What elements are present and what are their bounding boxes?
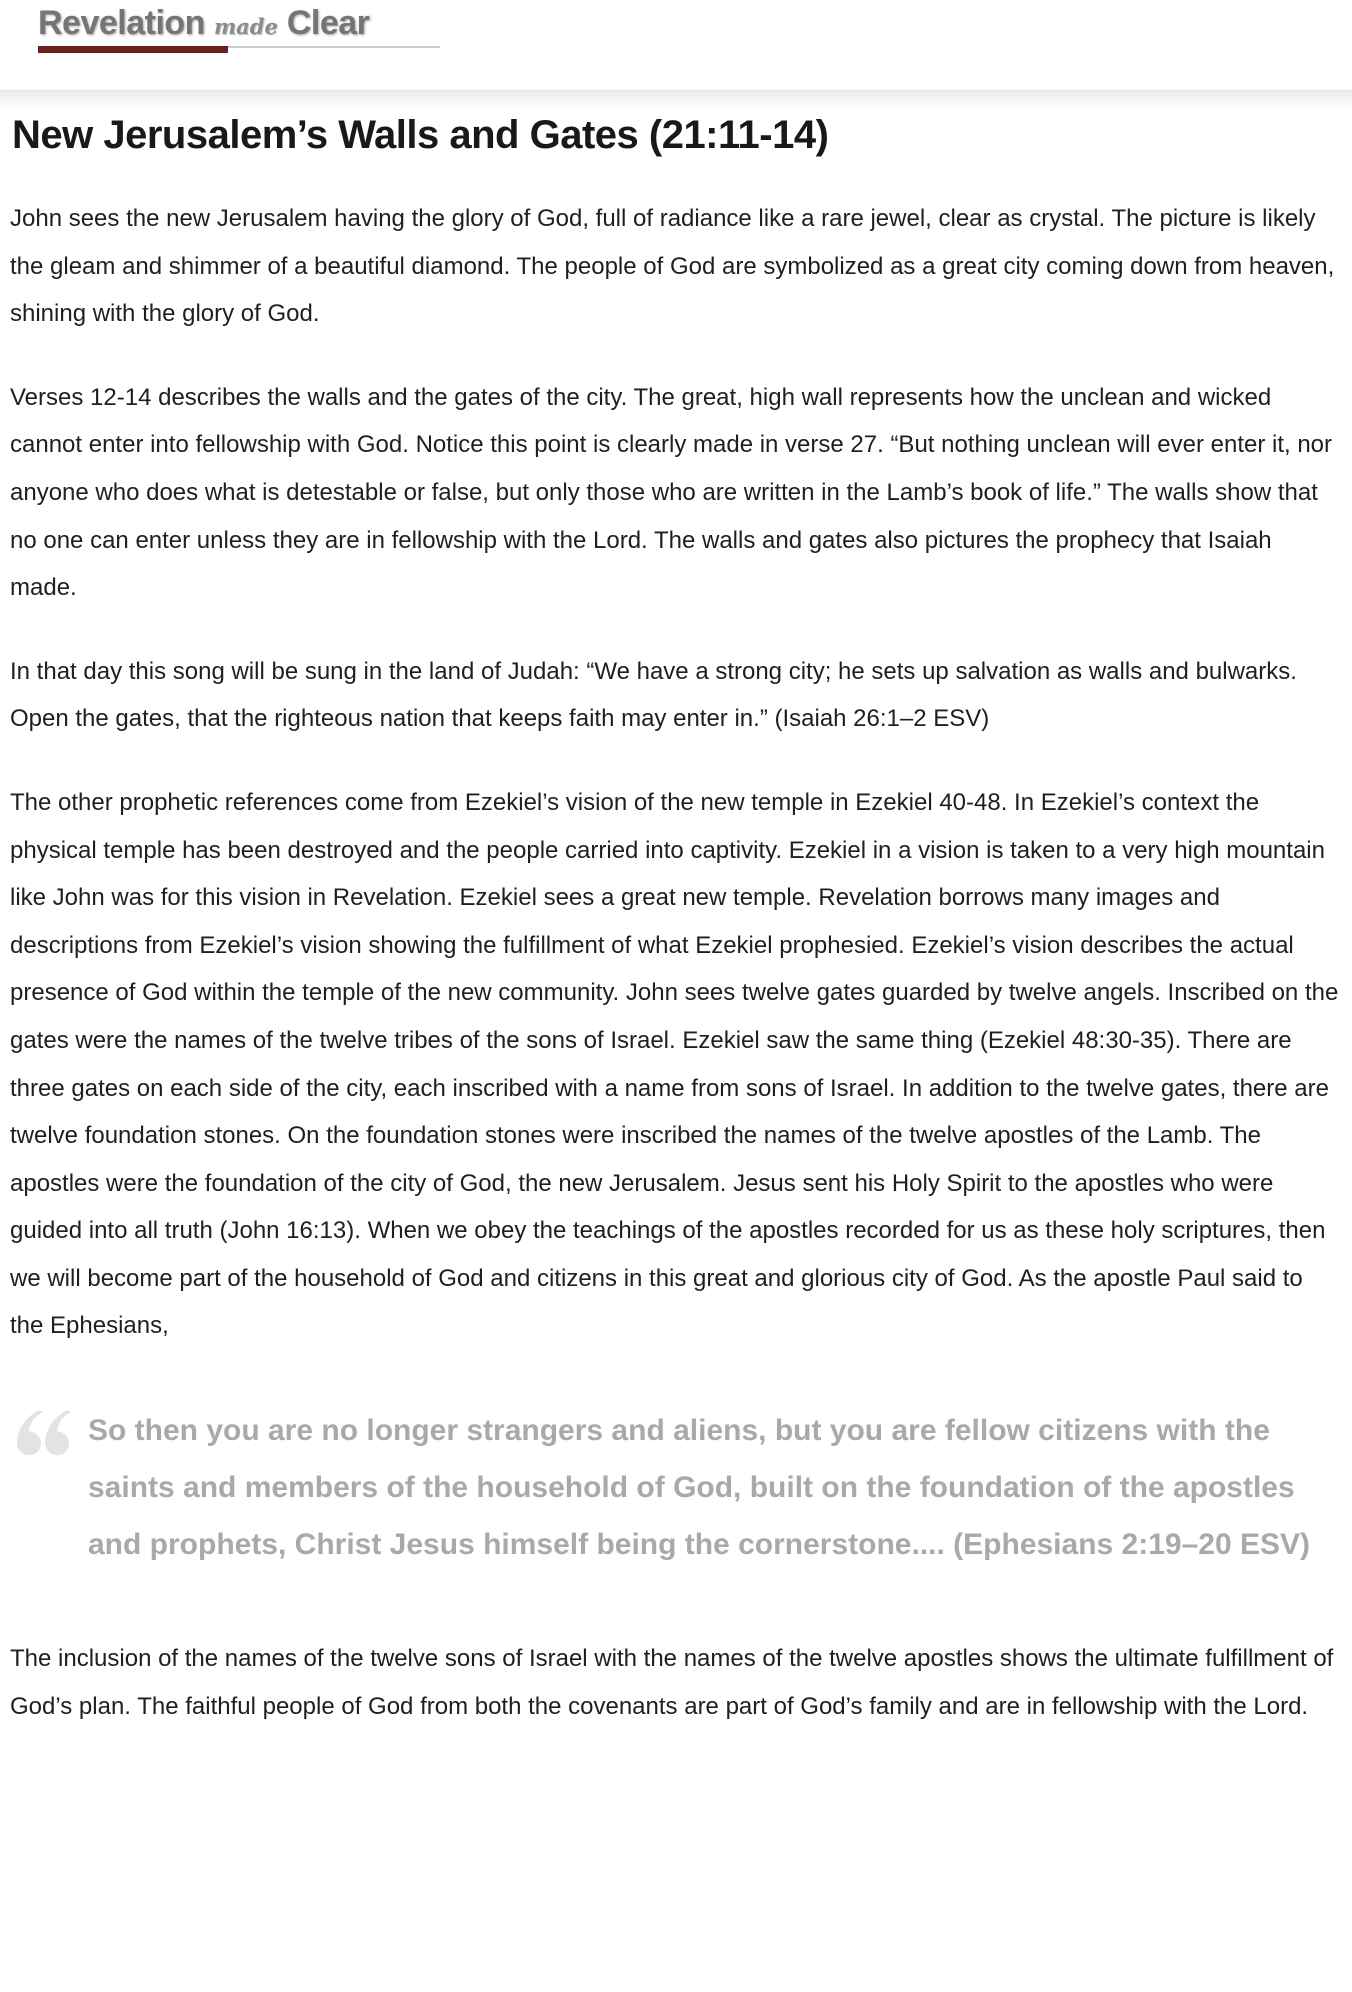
article: [0, 111, 1352, 1730]
logo-word-made: made: [213, 14, 278, 39]
logo-underline-rule: [228, 46, 440, 48]
blockquote: [10, 1402, 1342, 1573]
logo-word-clear: Clear: [286, 4, 370, 42]
site-logo[interactable]: [38, 4, 440, 53]
logo-word-revelation: Revelation: [38, 4, 205, 42]
page-title: New Jerusalem’s Walls and Gates (21:11-14): [12, 113, 829, 157]
closing-paragraph: The inclusion of the names of the twelve sons of Israel with the names of the twelve apostles shows the ultimate fulfillment of God’s plan. The faithful people of God from both the covenants are part of God’s family and are in fellowship with the Lord.: [10, 1645, 1334, 1720]
header-shadow: [0, 91, 1352, 111]
logo-underline-accent: [38, 46, 228, 53]
paragraph-2: Verses 12-14 describes the walls and the gates of the city. The great, high wall represents how the unclean and wicked cannot enter into fellowship with God. Notice this point is clearly made in verse 27. “But nothing unclean will ever enter it, nor anyone who does what is detestable or false, but only those who are written in the Lamb’s book of life.” The walls show that no one can enter unless they are in fellowship with the Lord. The walls and gates also pictures the prophecy that Isaiah made.: [10, 383, 1333, 602]
site-header: [0, 0, 1352, 91]
paragraph-1: John sees the new Jerusalem having the glory of God, full of radiance like a rare jewel, clear as crystal. The picture is likely the gleam and shimmer of a beautiful diamond. The people of God are symbolized as a great city coming down from heaven, shining with the glory of God.: [10, 205, 1335, 328]
logo-underline: [38, 46, 440, 53]
quote-icon: [10, 1408, 74, 1460]
paragraph-3: In that day this song will be sung in the land of Judah: “We have a strong city; he sets up salvation as walls and bulwarks. Open the gates, that the righteous nation that keeps faith may enter in.” (Isaiah 26:1–2 ESV): [10, 657, 1297, 733]
blockquote-text: So then you are no longer strangers and aliens, but you are fellow citizens with the saints and members of the household of God, built on the foundation of the apostles and prophets, Christ Jesus himself being the cornerstone.... (Ephesians 2:19–20 ESV): [88, 1414, 1311, 1562]
paragraph-4: The other prophetic references come from Ezekiel’s vision of the new temple in Ezekiel 40-48. In Ezekiel’s context the physical temple has been destroyed and the people carried into captivity. Ezekiel in a vision is taken to a very high mountain like John was for this vision in Revelation. Ezekiel sees a great new temple. Revelation borrows many images and descriptions from Ezekiel’s vision showing the fulfillment of what Ezekiel prophesied. Ezekiel’s vision describes the actual presence of God within the temple of the new community. John sees twelve gates guarded by twelve angels. Inscribed on the gates were the names of the twelve tribes of the sons of Israel. Ezekiel saw the same thing (Ezekiel 48:30-35). There are three gates on each side of the city, each inscribed with a name from sons of Israel. In addition to the twelve gates, there are twelve foundation stones. On the foundation stones were inscribed the names of the twelve apostles of the Lamb. The apostles were the foundation of the city of God, the new Jerusalem. Jesus sent his Holy Spirit to the apostles who were guided into all truth (John 16:13). When we obey the teachings of the apostles recorded for us as these holy scriptures, then we will become part of the household of God and citizens in this great and glorious city of God. As the apostle Paul said to the Ephesians,: [10, 788, 1339, 1340]
